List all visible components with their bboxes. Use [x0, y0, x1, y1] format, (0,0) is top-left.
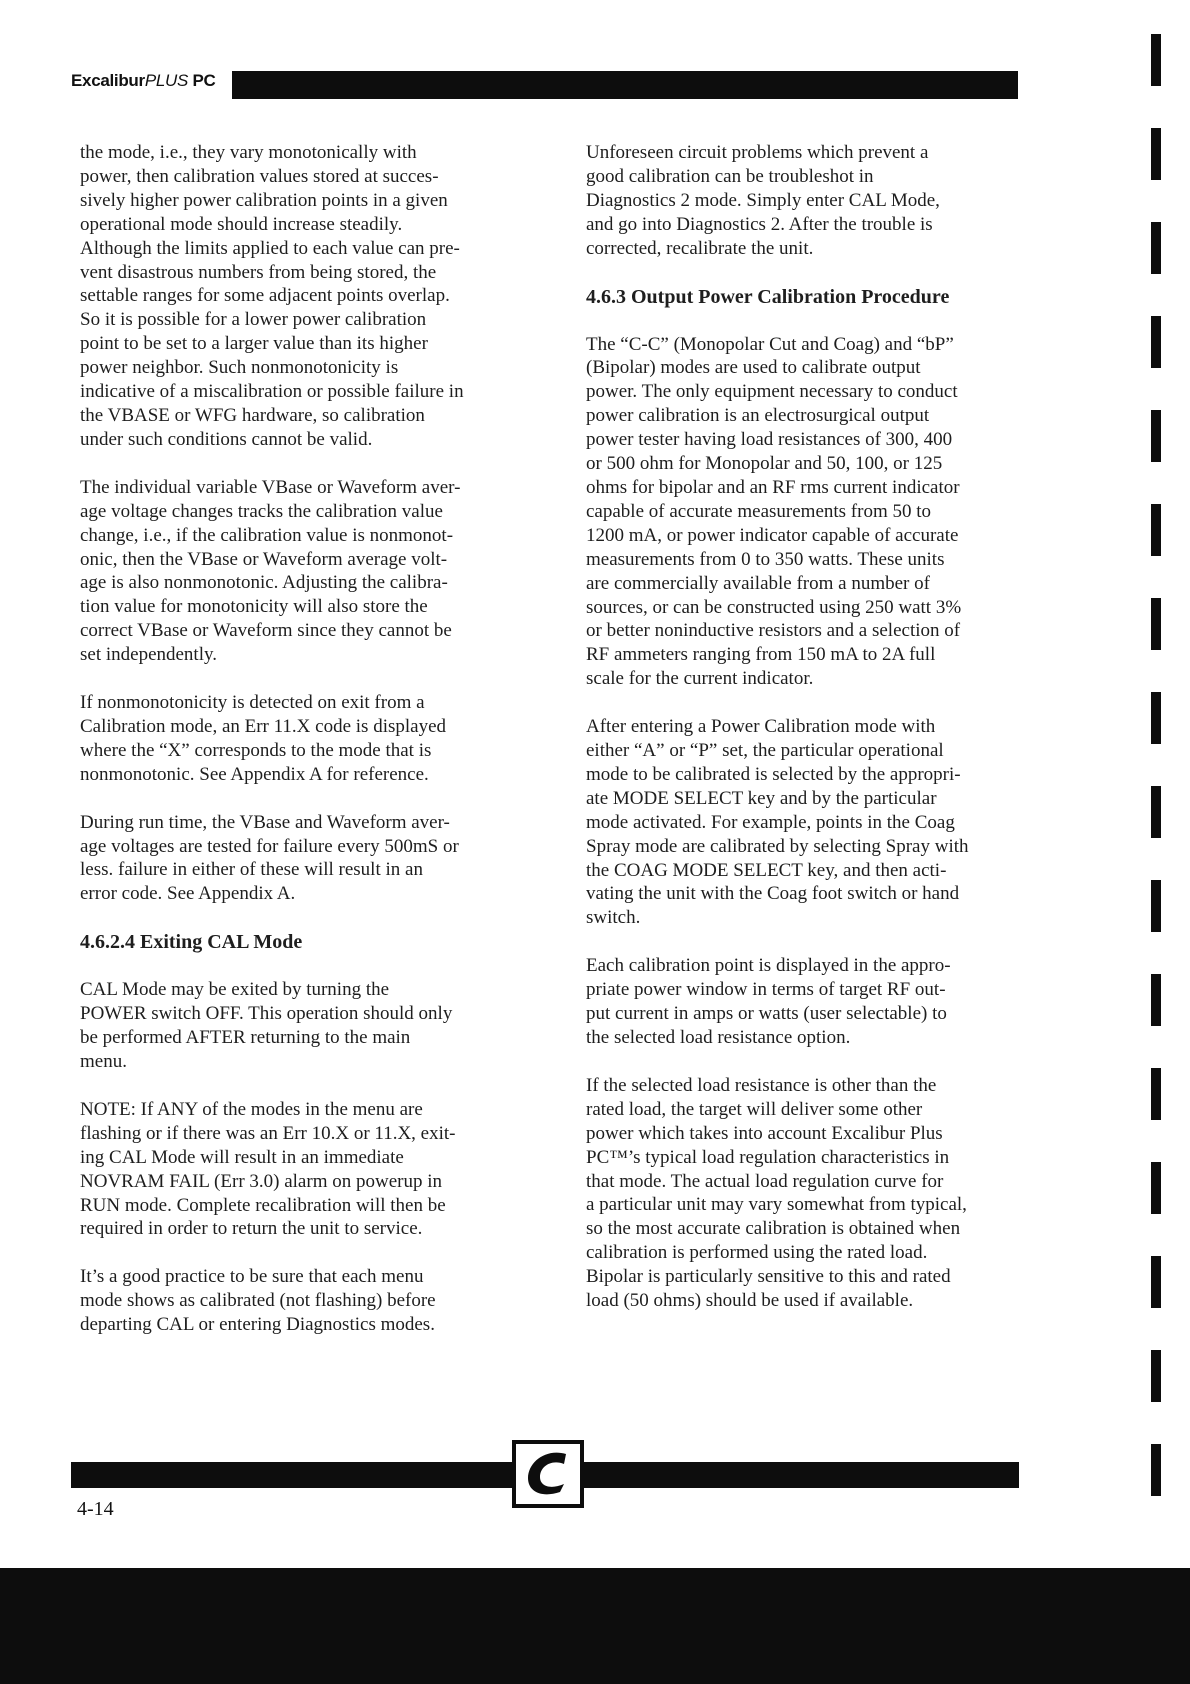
- paragraph: NOTE: If ANY of the modes in the menu are flashing or if there was an Err 10.X or 11.X, exit- ing CAL Mode will result in an immediate NOVRAM FAIL (Err 3.0) alarm on powerup in RUN mode. Complete recalibration will then be required in order to return the unit to service.: [80, 1098, 456, 1240]
- section-heading: 4.6.3 Output Power Calibration Procedure: [586, 285, 950, 308]
- paragraph: If nonmonotonicity is detected on exit from a Calibration mode, an Err 11.X code is displayed where the “X” corresponds to the mode that is nonmonotonic. See Appendix A for reference.: [80, 692, 447, 785]
- brand-pc: PC: [188, 71, 216, 90]
- right-column: [586, 141, 1026, 1337]
- paragraph: Unforeseen circuit problems which prevent a good calibration can be troubleshot in Diagnostics 2 mode. Simply enter CAL Mode, and go into Diagnostics 2. After the trouble is corrected, recalibrate the unit.: [586, 142, 940, 259]
- paragraph: It’s a good practice to be sure that each menu mode shows as calibrated (not flashing) before departing CAL or entering Diagnostics modes.: [80, 1266, 436, 1336]
- company-logo-icon: [512, 1440, 584, 1508]
- scan-edge-band: [0, 1568, 1190, 1684]
- brand-plus: PLUS: [144, 71, 189, 90]
- brand-logo: [71, 71, 216, 91]
- brand-name: Excalibur: [71, 71, 145, 90]
- paragraph: During run time, the VBase and Waveform aver- age voltages are tested for failure every 500mS or less. failure in either of these will result in an error code. See Appendix A.: [80, 811, 459, 905]
- section-heading: 4.6.2.4 Exiting CAL Mode: [80, 931, 303, 954]
- paragraph: After entering a Power Calibration mode with either “A” or “P” set, the particular operational mode to be calibrated is selected by the appropri- ate MODE SELECT key and by the particular mode activated. For example, points in the Coag Spray mode are calibrated by selecting Spray with the COAG MODE SELECT key, and then acti- vating the unit with the Coag foot switch or hand switch.: [586, 716, 969, 929]
- paragraph: The individual variable VBase or Waveform aver- age voltage changes tracks the calibration value change, i.e., if the calibration value is nonmonot- onic, then the VBase or Waveform average volt- age is also nonmonotonic. Adjusting the calibra- tion value for monotonicity will also store the correct VBase or Waveform since they cannot be set independently.: [80, 476, 461, 666]
- paragraph: CAL Mode may be exited by turning the POWER switch OFF. This operation should only be performed AFTER returning to the main menu.: [80, 979, 453, 1072]
- header-rule: [232, 71, 1018, 99]
- paragraph: The “C-C” (Monopolar Cut and Coag) and “bP” (Bipolar) modes are used to calibrate output power. The only equipment necessary to conduct power calibration is an electrosurgical output power tester having load resistances of 300, 400 or 500 ohm for Monopolar and 50, 100, or 125 ohms for bipolar and an RF rms current indicator capable of accurate measurements from 50 to 1200 mA, or power indicator capable of accurate measurements from 0 to 350 watts. These units are commercially available from a number of sources, or can be constructed using 250 watt 3% or better noninductive resistors and a selection of RF ammeters ranging from 150 mA to 2A full scale for the current indicator.: [586, 333, 962, 690]
- left-column: [80, 141, 512, 1361]
- paragraph: Each calibration point is displayed in the appro- priate power window in terms of target RF out- put current in amps or watts (user selectable) to the selected load resistance option.: [586, 955, 951, 1048]
- page-number: 4-14: [77, 1498, 114, 1520]
- binding-marks: [1151, 34, 1161, 1538]
- paragraph: If the selected load resistance is other than the rated load, the target will deliver some other power which takes into account Excalibur Plus PC™’s typical load regulation characteristics in that mode. The actual load regulation curve for a particular unit may vary somewhat from typical, so the most accurate calibration is obtained when calibration is performed using the rated load. Bipolar is particularly sensitive to this and rated load (50 ohms) should be used if available.: [586, 1074, 967, 1312]
- paragraph: the mode, i.e., they vary monotonically with power, then calibration values stored at succes- sively higher power calibration points in a given operational mode should increase steadily. Although the limits applied to each value can pre- vent disastrous numbers from being stored, the settable ranges for some adjacent points overlap. So it is possible for a lower power calibration point to be set to a larger value than its higher power neighbor. Such nonmonotonicity is indicative of a miscalibration or possible failure in the VBASE or WFG hardware, so calibration under such conditions cannot be valid.: [80, 142, 464, 450]
